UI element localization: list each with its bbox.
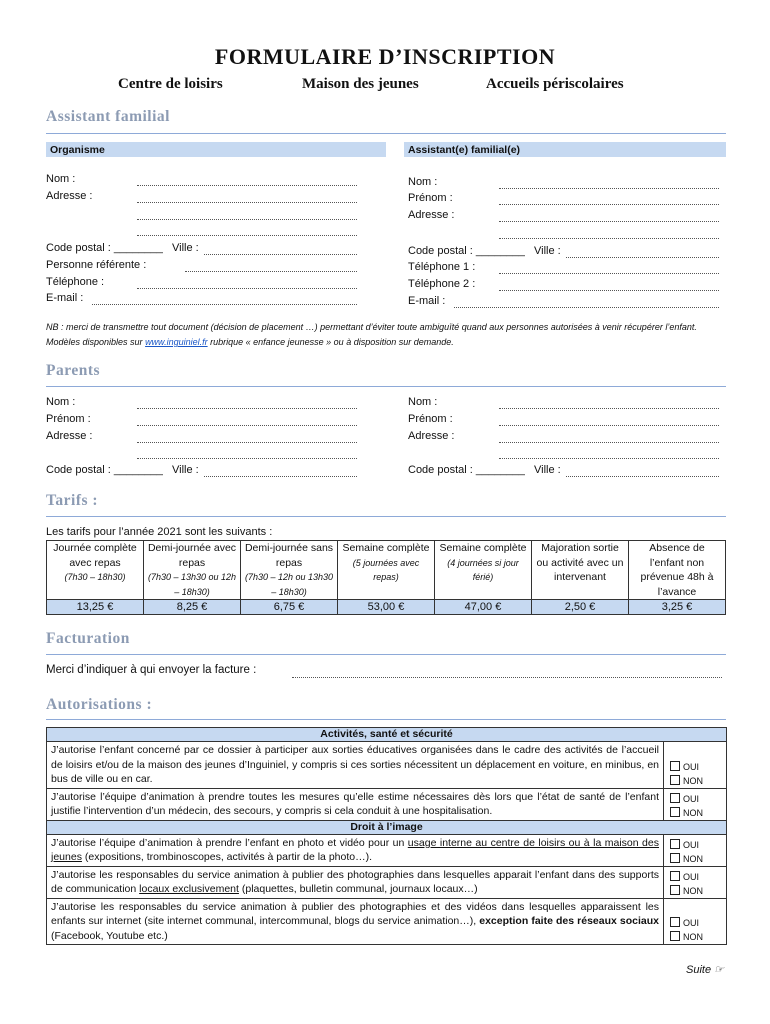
parent1-nom-field[interactable] <box>137 408 357 409</box>
non-option[interactable] <box>670 930 726 944</box>
checkbox-icon[interactable] <box>670 853 680 863</box>
text-underlined: usage interne au centre de loisirs ou à la maison des jeunes <box>51 836 659 863</box>
tarif-value: 2,50 € <box>532 600 629 615</box>
text: (expositions, trombinoscopes, activités à partir de la photo…). <box>81 851 373 863</box>
organisme-nom-field[interactable] <box>137 185 357 186</box>
parent1-prenom-field[interactable] <box>137 425 357 426</box>
placement-note <box>46 320 730 350</box>
organisme-adresse-label: Adresse : <box>46 190 93 202</box>
autorisation-sante: J’autorise l’équipe d’animation à prendre toutes les mesures qu’elle estime nécessaires dès lors que l’état de santé de l’enfant justifie l’intervention d’un médecin, des secours, y compris si cela conduit à une hospitalisation. <box>47 788 664 820</box>
organisme-code-postal-label[interactable]: Code postal : ________ <box>46 242 163 254</box>
section-divider <box>46 386 726 387</box>
checkbox-icon[interactable] <box>670 917 680 927</box>
suite-indicator: Suite ☞ <box>686 964 724 976</box>
tarif-label: Majoration sortie ou activité avec un intervenant <box>536 542 624 583</box>
choice-photo-internet <box>664 898 727 945</box>
parent2-prenom-label: Prénom : <box>408 413 453 425</box>
oui-option[interactable] <box>670 760 726 774</box>
organisme-telephone-field[interactable] <box>137 288 357 289</box>
section-title-autorisations: Autorisations : <box>46 696 153 713</box>
tarif-label: Semaine complète <box>439 542 527 554</box>
organisme-telephone-label: Téléphone : <box>46 276 105 288</box>
choice-sorties <box>664 742 727 789</box>
tarif-col-semaine-5j <box>338 541 435 600</box>
section-title-assistant-familial: Assistant familial <box>46 108 170 125</box>
non-label: NON <box>683 885 703 896</box>
tarif-sub: (5 journées avec repas) <box>352 557 420 582</box>
assistant-header: Assistant(e) familial(e) <box>404 142 726 157</box>
assistant-email-field[interactable] <box>454 307 719 308</box>
oui-label: OUI <box>683 839 700 850</box>
tarif-col-demi-avec-repas <box>144 541 241 600</box>
parent1-adresse-field-2[interactable] <box>137 458 357 459</box>
checkbox-icon[interactable] <box>670 761 680 771</box>
organisme-referente-field[interactable] <box>185 271 357 272</box>
facturation-prompt: Merci d’indiquer à qui envoyer la facture : <box>46 664 257 676</box>
non-label: NON <box>683 807 703 818</box>
website-link[interactable]: www.inguiniel.fr <box>145 337 208 347</box>
assistant-adresse-field-2[interactable] <box>499 238 719 239</box>
non-label: NON <box>683 853 703 864</box>
checkbox-icon[interactable] <box>670 775 680 785</box>
non-option[interactable] <box>670 806 726 820</box>
tarif-value: 3,25 € <box>629 600 726 615</box>
organisme-adresse-field-2[interactable] <box>137 219 357 220</box>
tarif-sub: (7h30 – 18h30) <box>64 572 126 582</box>
parent2-prenom-field[interactable] <box>499 425 719 426</box>
assistant-adresse-label: Adresse : <box>408 209 455 221</box>
assistant-email-label: E-mail : <box>408 295 446 307</box>
tarif-value: 53,00 € <box>338 600 435 615</box>
tarif-value: 8,25 € <box>144 600 241 615</box>
tarif-col-journee <box>47 541 144 600</box>
parent1-prenom-label: Prénom : <box>46 413 91 425</box>
tarif-label: Journée complète avec repas <box>53 542 137 569</box>
tarif-col-absence <box>629 541 726 600</box>
subtitle-centre-loisirs: Centre de loisirs <box>118 76 223 92</box>
section-title-facturation: Facturation <box>46 630 130 647</box>
oui-label: OUI <box>683 761 700 772</box>
checkbox-icon[interactable] <box>670 793 680 803</box>
parent1-code-postal-label[interactable]: Code postal : ________ <box>46 464 163 476</box>
tarif-label: Demi-journée sans repas <box>244 542 334 569</box>
tarif-col-demi-sans-repas <box>241 541 338 600</box>
assistant-prenom-label: Prénom : <box>408 192 453 204</box>
parent2-adresse-label: Adresse : <box>408 430 455 442</box>
section-title-tarifs: Tarifs : <box>46 492 99 509</box>
choice-photo-locaux <box>664 866 727 898</box>
parent2-nom-field[interactable] <box>499 408 719 409</box>
tarif-sub: (7h30 – 13h30 ou 12h – 18h30) <box>147 572 237 597</box>
assistant-telephone1-label: Téléphone 1 : <box>408 261 476 273</box>
parent1-ville-label: Ville : <box>172 464 199 476</box>
tarif-sub: (7h30 – 12h ou 13h30 – 18h30) <box>244 572 334 597</box>
choice-photo-interne <box>664 834 727 866</box>
tarif-sub: (4 journées si jour férié) <box>447 557 519 582</box>
organisme-ville-label: Ville : <box>172 242 199 254</box>
parent1-adresse-label: Adresse : <box>46 430 93 442</box>
oui-label: OUI <box>683 871 700 882</box>
autorisations-table <box>46 727 727 945</box>
parent1-nom-label: Nom : <box>46 396 76 408</box>
tarif-label: Semaine complète <box>342 542 430 554</box>
tarif-value: 6,75 € <box>241 600 338 615</box>
parent2-adresse-field-2[interactable] <box>499 458 719 459</box>
assistant-nom-label: Nom : <box>408 176 438 188</box>
tarifs-intro: Les tarifs pour l’année 2021 sont les suivants : <box>46 526 273 538</box>
oui-option[interactable] <box>670 838 726 852</box>
autorisation-photo-locaux <box>47 866 664 898</box>
subtitle-maison-jeunes: Maison des jeunes <box>302 76 419 92</box>
section-divider <box>46 133 726 134</box>
checkbox-icon[interactable] <box>670 839 680 849</box>
assistant-ville-label: Ville : <box>534 245 561 257</box>
non-option[interactable] <box>670 774 726 788</box>
text: J’autorise les responsables du service animation à publier des photographies et des vidéos dans lesquelles apparaissent les enfants sur internet (site internet communal, intercommunal, blogs du service animation…), <box>51 900 659 927</box>
assistant-ville-field[interactable] <box>566 257 719 258</box>
assistant-telephone2-field[interactable] <box>499 290 719 291</box>
tarif-col-semaine-4j <box>435 541 532 600</box>
parent2-code-postal-label[interactable]: Code postal : ________ <box>408 464 525 476</box>
note-text-2: rubrique « enfance jeunesse » ou à disposition sur demande. <box>207 337 454 347</box>
checkbox-icon[interactable] <box>670 885 680 895</box>
text: (plaquettes, bulletin communal, journaux locaux…) <box>238 883 478 895</box>
oui-label: OUI <box>683 793 700 804</box>
non-label: NON <box>683 775 703 786</box>
text: J’autorise les responsables du service animation à publier des photographies dans lesquelles apparait l’enfant dans des supports de communication <box>51 868 659 895</box>
choice-sante <box>664 788 727 820</box>
assistant-prenom-field[interactable] <box>499 204 719 205</box>
tarif-label: Absence de l’enfant non prévenue 48h à l’avance <box>640 542 714 598</box>
group-title-droit-image: Droit à l’image <box>47 820 727 834</box>
checkbox-icon[interactable] <box>670 931 680 941</box>
parent2-nom-label: Nom : <box>408 396 438 408</box>
parent2-ville-label: Ville : <box>534 464 561 476</box>
organisme-adresse-field-3[interactable] <box>137 235 357 236</box>
organisme-header: Organisme <box>46 142 386 157</box>
assistant-code-postal-label[interactable]: Code postal : ________ <box>408 245 525 257</box>
organisme-email-field[interactable] <box>92 304 357 305</box>
assistant-nom-field[interactable] <box>499 188 719 189</box>
organisme-nom-label: Nom : <box>46 173 76 185</box>
non-label: NON <box>683 932 703 942</box>
parent1-adresse-field-1[interactable] <box>137 442 357 443</box>
parent2-adresse-field-1[interactable] <box>499 442 719 443</box>
tarif-label: Demi-journée avec repas <box>147 542 237 569</box>
organisme-referente-label: Personne référente : <box>46 259 147 271</box>
organisme-email-label: E-mail : <box>46 292 84 304</box>
oui-label: OUI <box>683 918 700 928</box>
organisme-adresse-field-1[interactable] <box>137 202 357 203</box>
section-divider <box>46 654 726 655</box>
autorisation-photo-internet <box>47 898 664 945</box>
facturation-field[interactable] <box>292 677 722 678</box>
tarif-value: 47,00 € <box>435 600 532 615</box>
tarifs-table <box>46 540 726 615</box>
tarif-col-majoration <box>532 541 629 600</box>
section-divider <box>46 516 726 517</box>
assistant-adresse-field-1[interactable] <box>499 221 719 222</box>
checkbox-icon[interactable] <box>670 807 680 817</box>
text-underlined: locaux exclusivement <box>139 883 239 895</box>
text-bold: exception faite des réseaux sociaux <box>479 915 660 927</box>
checkbox-icon[interactable] <box>670 871 680 881</box>
section-title-parents: Parents <box>46 362 101 379</box>
oui-option[interactable] <box>670 870 726 884</box>
section-divider <box>46 719 726 720</box>
note-text-1: NB : merci de transmettre tout document (décision de placement …) permettant d’éviter toute ambiguïté quand aux personnes autorisées à venir récupérer l’enfant. Modèles disponibles sur <box>46 322 697 347</box>
text: (Facebook, Youtube etc.) <box>51 929 168 942</box>
parent1-ville-field[interactable] <box>204 476 357 477</box>
subtitle-accueils-periscolaires: Accueils périscolaires <box>486 76 624 92</box>
non-option[interactable] <box>670 884 726 898</box>
tarif-value: 13,25 € <box>47 600 144 615</box>
assistant-telephone1-field[interactable] <box>499 273 719 274</box>
non-option[interactable] <box>670 852 726 866</box>
organisme-ville-field[interactable] <box>204 254 357 255</box>
oui-option[interactable] <box>670 916 726 930</box>
group-title-activites: Activités, santé et sécurité <box>47 728 727 742</box>
assistant-telephone2-label: Téléphone 2 : <box>408 278 476 290</box>
form-title: FORMULAIRE D’INSCRIPTION <box>214 44 556 69</box>
autorisation-sorties: J’autorise l’enfant concerné par ce dossier à participer aux sorties éducatives organisées dans le cadre des activités de l’accueil de loisirs et/ou de la maison des jeunes d’Inguiniel, y compris si ces sorties nécessitent un déplacement en voiture, en minibus, en bus de ville ou en car. <box>47 742 664 789</box>
parent2-ville-field[interactable] <box>566 476 719 477</box>
oui-option[interactable] <box>670 792 726 806</box>
autorisation-photo-interne <box>47 834 664 866</box>
text: J’autorise l’équipe d’animation à prendre l’enfant en photo et vidéo pour un <box>51 836 408 849</box>
